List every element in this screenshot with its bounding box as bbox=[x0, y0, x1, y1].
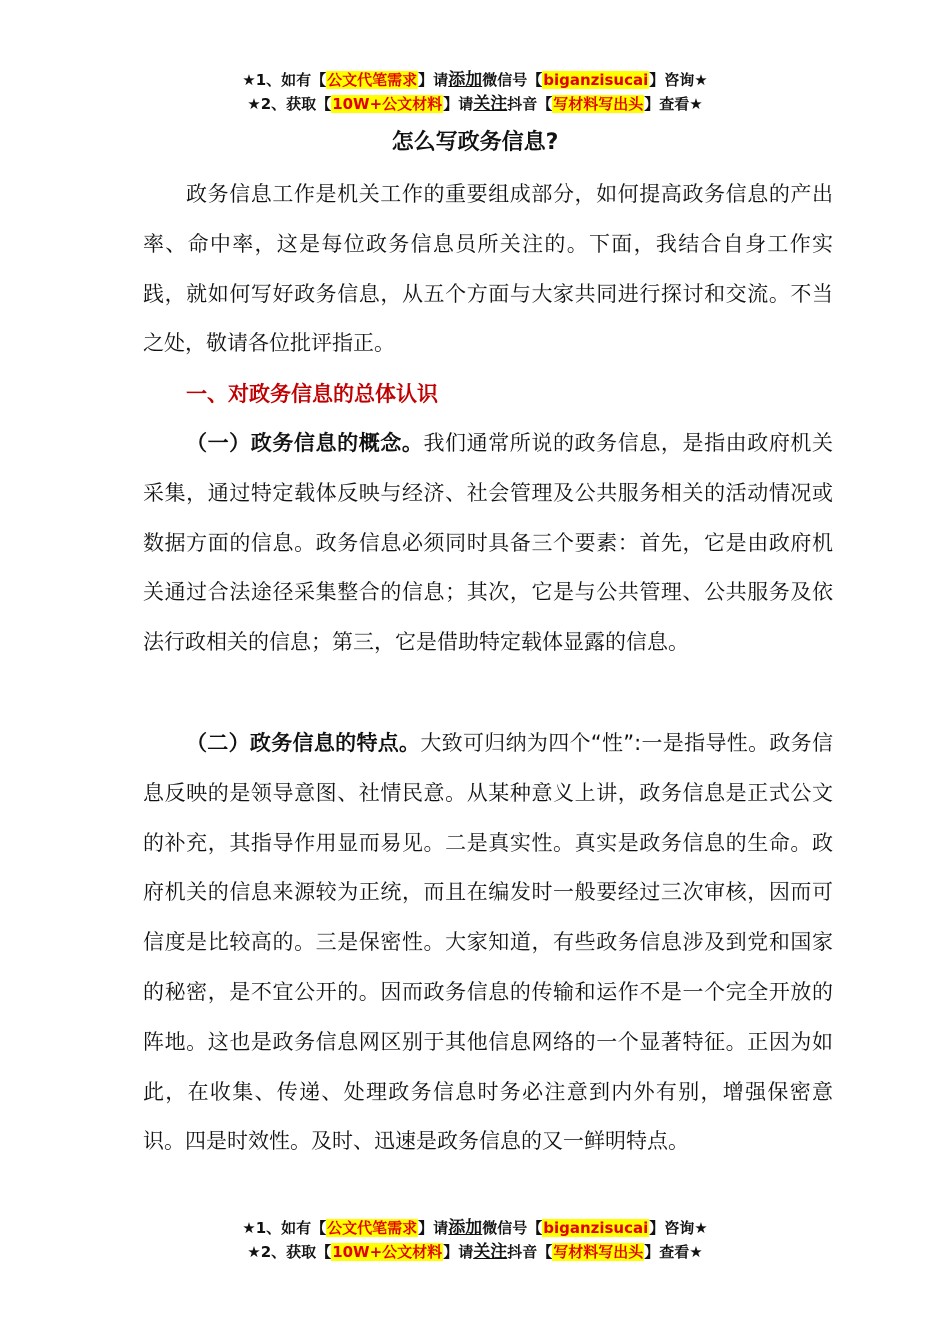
promo-highlight: 公文代笔需求 bbox=[327, 71, 418, 89]
promo-text: ★2、获取【 bbox=[247, 1243, 332, 1261]
promo-text: ★1、如有【 bbox=[242, 1219, 327, 1237]
section-heading: 一、对政务信息的总体认识 bbox=[186, 382, 438, 406]
subsection-paragraph-concept bbox=[143, 419, 833, 668]
promo-highlight: 公文代笔需求 bbox=[327, 1219, 418, 1237]
promo-text: 】咨询★ bbox=[649, 71, 708, 89]
promo-text: 抖音【 bbox=[507, 95, 553, 113]
document-title: 怎么写政务信息? bbox=[391, 130, 559, 155]
promo-underlined: 添加 bbox=[448, 70, 483, 90]
promo-highlight: biganzisucai bbox=[543, 71, 649, 89]
promo-text: 抖音【 bbox=[507, 1243, 553, 1261]
subsection-lead: （一）政务信息的概念。 bbox=[186, 431, 424, 455]
promo-line-1 bbox=[0, 1216, 950, 1240]
promo-line-2 bbox=[0, 92, 950, 116]
promo-highlight: 写材料写出头 bbox=[553, 1243, 644, 1261]
subsection-lead: （二）政务信息的特点。 bbox=[186, 731, 421, 755]
promo-text: 】请 bbox=[443, 95, 474, 113]
promo-underlined: 添加 bbox=[448, 1218, 483, 1238]
promo-text: 微信号【 bbox=[482, 71, 543, 89]
promo-underlined: 关注 bbox=[473, 1242, 508, 1262]
promo-highlight: 10W+公文材料 bbox=[332, 1243, 443, 1261]
promo-underlined: 关注 bbox=[473, 94, 508, 114]
promo-text: ★1、如有【 bbox=[242, 71, 327, 89]
promo-line-2 bbox=[0, 1240, 950, 1264]
intro-paragraph: 政务信息工作是机关工作的重要组成部分，如何提高政务信息的产出率、命中率，这是每位政务信息员所关注的。下面，我结合自身工作实践，就如何写好政务信息，从五个方面与大家共同进行探讨和交流。不当之处，敬请各位批评指正。 bbox=[143, 182, 833, 356]
subsection-text: 我们通常所说的政务信息，是指由政府机关采集，通过特定载体反映与经济、社会管理及公共服务相关的活动情况或数据方面的信息。政务信息必须同时具备三个要素：首先，它是由政府机关通过合法途径采集整合的信息；其次，它是与公共管理、公共服务及依法行政相关的信息；第三，它是借助特定载体显露的信息。 bbox=[143, 431, 834, 655]
promo-text: 】查看★ bbox=[644, 95, 703, 113]
promo-text: 】请 bbox=[443, 1243, 474, 1261]
promo-text: 】查看★ bbox=[644, 1243, 703, 1261]
promo-highlight: 10W+公文材料 bbox=[332, 95, 443, 113]
promo-banner-bottom bbox=[0, 1216, 950, 1264]
promo-text: 】咨询★ bbox=[649, 1219, 708, 1237]
promo-text: 】请 bbox=[418, 1219, 449, 1237]
promo-text: ★2、获取【 bbox=[247, 95, 332, 113]
promo-line-1 bbox=[0, 68, 950, 92]
promo-highlight: 写材料写出头 bbox=[553, 95, 644, 113]
promo-text: 】请 bbox=[418, 71, 449, 89]
promo-highlight: biganzisucai bbox=[543, 1219, 649, 1237]
subsection-text: 大致可归纳为四个“性”:一是指导性。政务信息反映的是领导意图、社情民意。从某种意义上讲，政务信息是正式公文的补充，其指导作用显而易见。二是真实性。真实是政务信息的生命。政府机关的信息来源较为正统，而且在编发时一般要经过三次审核，因而可信度是比较高的。三是保密性。大家知道，有些政务信息涉及到党和国家的秘密，是不宜公开的。因而政务信息的传输和运作不是一个完全开放的阵地。这也是政务信息网区别于其他信息网络的一个显著特征。正因为如此，在收集、传递、处理政务信息时务必注意到内外有别，增强保密意识。四是时效性。及时、迅速是政务信息的又一鲜明特点。 bbox=[143, 731, 833, 1154]
promo-banner-top bbox=[0, 68, 950, 116]
promo-text: 微信号【 bbox=[482, 1219, 543, 1237]
subsection-paragraph-features bbox=[143, 719, 833, 1167]
